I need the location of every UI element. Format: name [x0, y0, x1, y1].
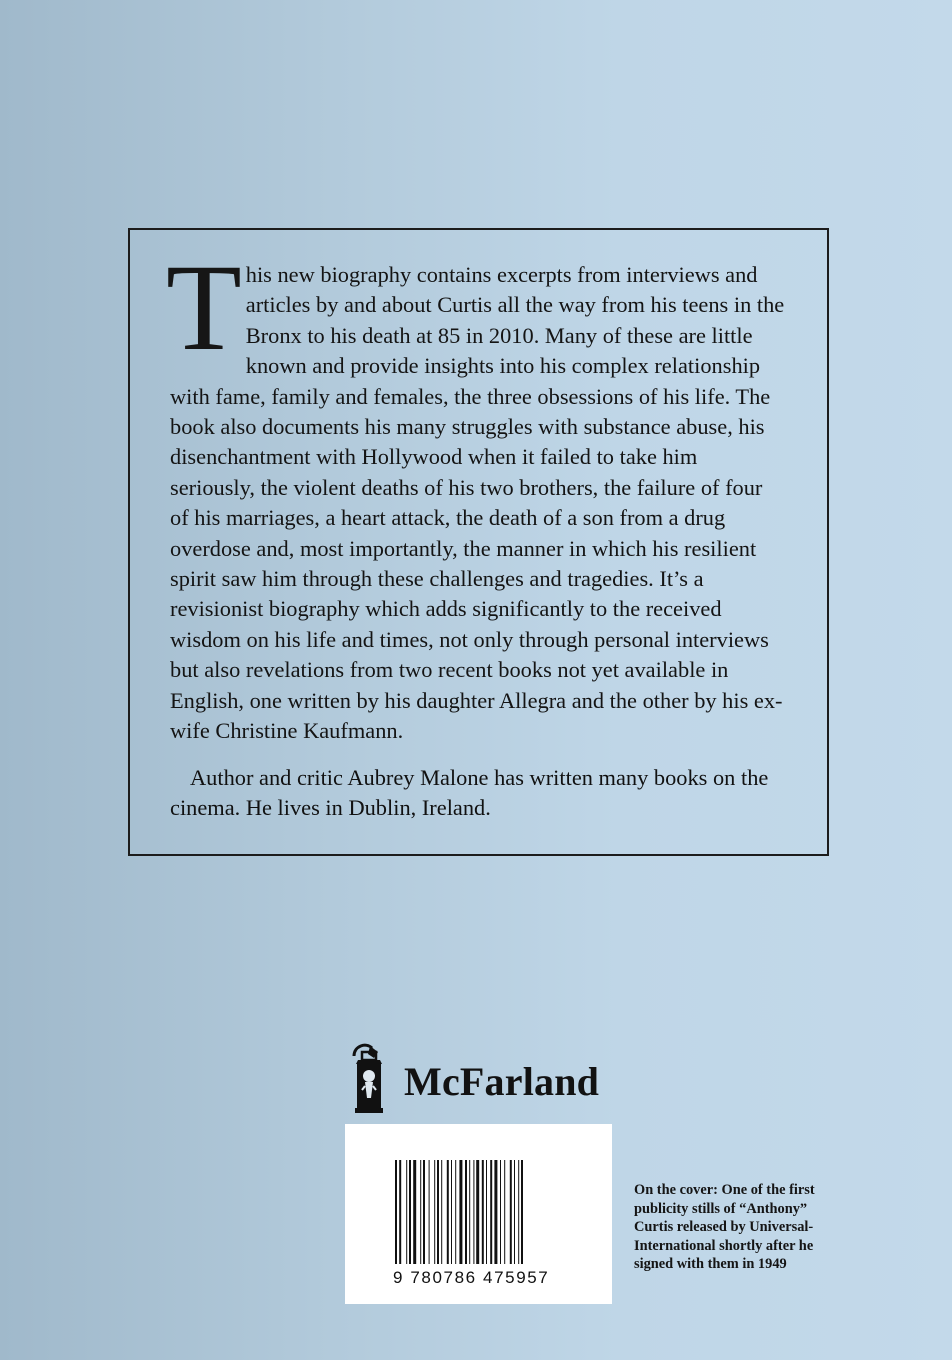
isbn-digits: 9 780786 475957 [393, 1268, 550, 1287]
drop-cap: T [166, 239, 242, 376]
publisher-name: McFarland [404, 1059, 600, 1104]
blurb-box [128, 228, 829, 856]
barcode-panel [345, 1124, 612, 1304]
author-bio-suffix: has written many books on the cinema. He lives in Dublin, Ireland. [170, 764, 769, 820]
author-bio-prefix: Author and critic [190, 764, 348, 790]
author-name: Aubrey Malone [347, 764, 489, 790]
blurb-paragraph [166, 239, 785, 747]
blurb-text: his new biography contains excerpts from interviews and articles by and about Curtis all the way from his teens in the Bronx to his death at 85 in 2010. Many of these are little known and provide insights into his complex relationship with fame, family and females, the three obsessions of his life. The book also documents his many struggles with substance abuse, his disenchantment with Hollywood when it failed to take him seriously, the violent deaths of his two brothers, the failure of four of his marriages, a heart attack, the death of a son from a drug overdose and, most importantly, the manner in which his resilient spirit saw him through these challenges and tragedies. It’s a revisionist biography which adds significantly to the received wisdom on his life and times, not only through personal interviews but also revelations from two recent books not yet available in English, one written by his daughter Allegra and the other by his ex-wife Christine Kaufmann. [170, 262, 785, 744]
cover-note: On the cover: One of the first publicity stills of “Anthony” Curtis released by Universal-International shortly after he signed with them in 1949 [634, 1182, 815, 1272]
author-bio [170, 763, 785, 824]
lantern-icon [348, 1042, 396, 1114]
publisher-logo [348, 1042, 610, 1114]
